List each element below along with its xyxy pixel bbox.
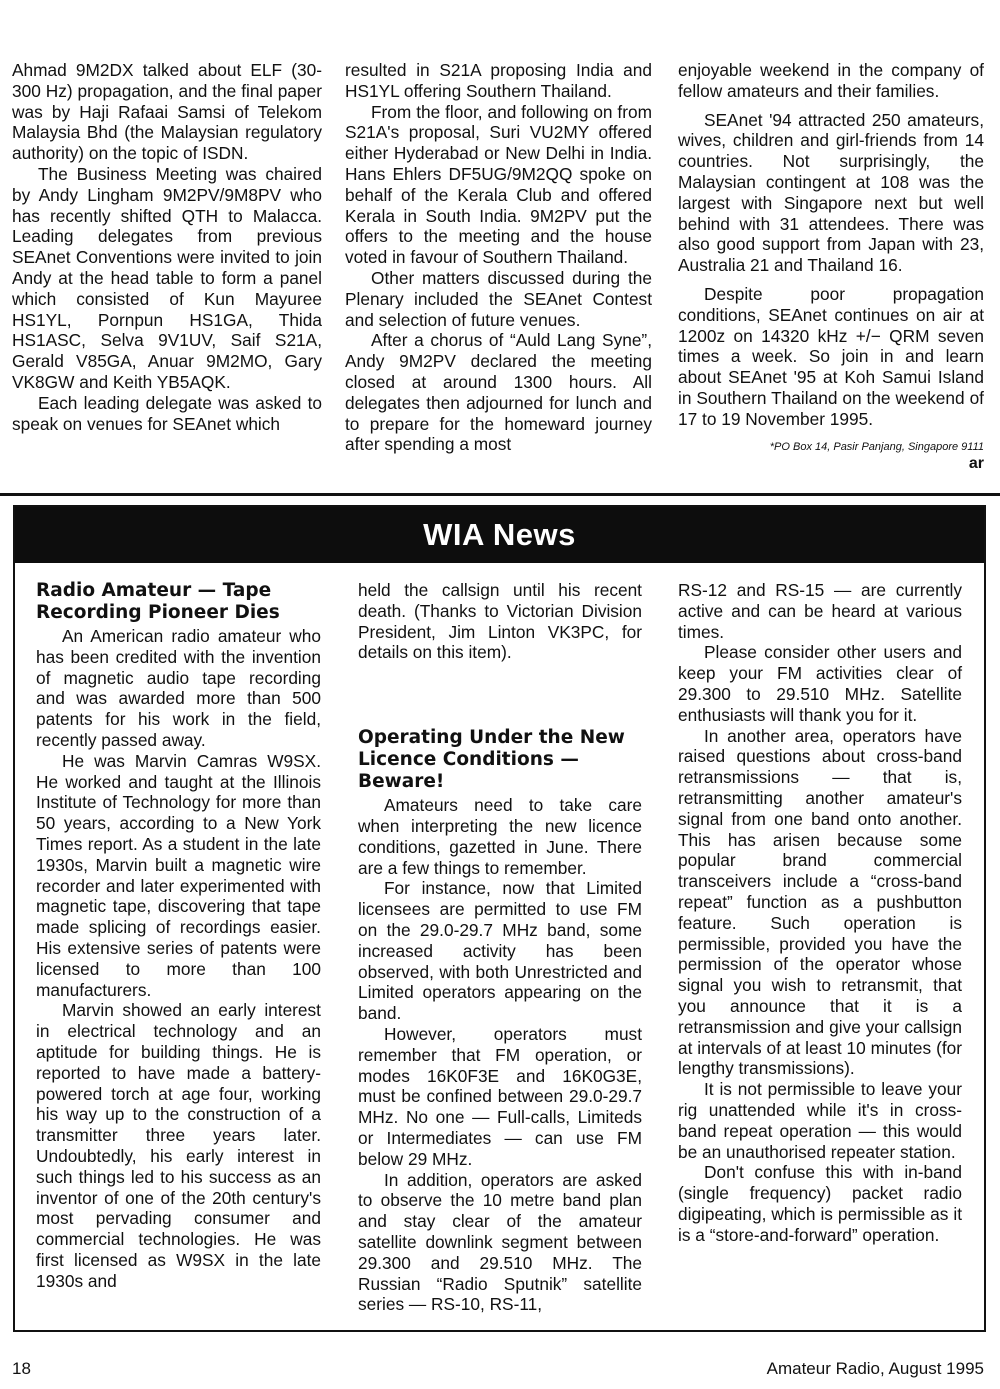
publication-footer: Amateur Radio, August 1995: [766, 1359, 984, 1378]
paragraph: Despite poor propagation conditions, SEAnet continues on air at 1200z on 14320 kHz +/− QRM seven times a week. So join in and learn about SEAnet '95 at Koh Samui Island in Southern Thailand on the weekend of 17 to 19 November 1995.: [678, 283, 984, 429]
paragraph: Don't confuse this with in-band (single frequency) packet radio digipeating, which is permissible as it is a “store-and-forward” operation.: [678, 1162, 962, 1245]
news-column-2: [358, 580, 642, 1315]
top-column-3: [678, 60, 984, 474]
page-number: 18: [12, 1359, 31, 1378]
paragraph: However, operators must remember that FM operation, or modes 16K0F3E and 16K0G3E, must be confined between 29.0-29.7 MHz. No one — Full-calls, Limiteds or Intermediates — can use FM below 29 MHz.: [358, 1023, 642, 1169]
paragraph: held the callsign until his recent death. (Thanks to Victorian Division President, Jim Linton VK3PC, for details on this item).: [358, 580, 642, 663]
paragraph: It is not permissible to leave your rig unattended while it's in cross-band repeat operation — this would be an unauthorised repeater station.: [678, 1079, 962, 1162]
section-divider: [0, 493, 1000, 496]
paragraph: resulted in S21A proposing India and HS1YL offering Southern Thailand.: [345, 60, 652, 101]
paragraph: Please consider other users and keep your FM activities clear of 29.300 to 29.510 MHz. Satellite enthusiasts will thank you for it.: [678, 642, 962, 725]
paragraph: RS-12 and RS-15 — are currently active and can be heard at various times.: [678, 580, 962, 642]
article-headline: Operating Under the New Licence Conditions — Beware!: [358, 727, 625, 793]
paragraph: He was Marvin Camras W9SX. He worked and taught at the Illinois Institute of Technology for more than 50 years, according to a New York Times report. As a student in the late 1930s, Marvin built a magnetic wire recorder and later experimented with magnetic tape, discovering that tape made splicing of recordings easier. His extensive series of patents were licensed to more than 100 manufacturers.: [36, 750, 321, 1000]
top-column-1: [12, 60, 322, 434]
news-banner: WIA News: [15, 507, 984, 563]
top-column-2: [345, 60, 652, 455]
news-column-3: [678, 580, 962, 1246]
paragraph: After a chorus of “Auld Lang Syne”, Andy 9M2PV declared the meeting closed at around 1300 hours. All delegates then adjourned for lunch and to prepare for the homeward journey after spending a most: [345, 330, 652, 455]
paragraph: From the floor, and following on from S21A's proposal, Suri VU2MY offered either Hyderabad or New Delhi in India. Hans Ehlers DF5UG/9M2QQ spoke on behalf of the Kerala Club and offered Kerala in South India. 9M2PV put the offers to the meeting and the house voted in favour of Southern Thailand.: [345, 101, 652, 268]
paragraph: In addition, operators are asked to observe the 10 metre band plan and stay clear of the amateur satellite downlink segment between 29.300 and 29.510 MHz. The Russian “Radio Sputnik” satellite series — RS-10, RS-11,: [358, 1169, 642, 1315]
paragraph: Ahmad 9M2DX talked about ELF (30-300 Hz) propagation, and the final paper was by Haji Rafaai Samsi of Telekom Malaysia Bhd (the Malaysian regulatory authority) on the topic of ISDN.: [12, 60, 322, 164]
paragraph: Amateurs need to take care when interpreting the new licence conditions, gazetted in June. There are a few things to remember.: [358, 795, 642, 878]
paragraph: SEAnet '94 attracted 250 amateurs, wives, children and girl-friends from 14 countries. Not surprisingly, the Malaysian contingent at 108 was the largest with Singapore next but well behind with 31 attendees. There was also good support from Japan with 23, Australia 21 and Thailand 16.: [678, 109, 984, 276]
paragraph: Each leading delegate was asked to speak on venues for SEAnet which: [12, 392, 322, 434]
paragraph: In another area, operators have raised questions about cross-band retransmissions — that is, retransmitting another amateur's signal from one band onto another. This has arisen because some popular brand commercial transceivers include a “cross-band repeat” function as a pushbutton feature. Such operation is permissible, provided you have the permission of the operator whose signal you wish to retransmit, that you announce that it is a retransmission and give your callsign at intervals of at least 10 minutes (for lengthy transmissions).: [678, 725, 962, 1079]
paragraph: enjoyable weekend in the company of fellow amateurs and their families.: [678, 60, 984, 101]
paragraph: For instance, now that Limited licensees are permitted to use FM on the 29.0-29.7 MHz band, some increased activity has been observed, with both Unrestricted and Limited operators appearing on the band.: [358, 878, 642, 1024]
article-headline: Radio Amateur — Tape Recording Pioneer Dies: [36, 580, 280, 623]
end-mark: ar: [968, 454, 984, 472]
paragraph: An American radio amateur who has been credited with the invention of magnetic audio tape recording and was awarded more than 500 patents for his work in the field, recently passed away.: [36, 626, 321, 750]
news-column-1: [36, 580, 321, 1292]
author-address: *PO Box 14, Pasir Panjang, Singapore 9111: [769, 440, 984, 453]
paragraph: The Business Meeting was chaired by Andy Lingham 9M2PV/9M8PV who has recently shifted QTH to Malacca. Leading delegates from previous SEAnet Conventions were invited to join Andy at the head table to form a panel which consisted of Kun Mayuree HS1YL, Pornpun HS1GA, Thida HS1ASC, Selva 9V1UV, Saif S21A, Gerald V85GA, Anuar 9M2MO, Gary VK8GW and Keith YB5AQK.: [12, 163, 322, 392]
paragraph: Other matters discussed during the Plenary included the SEAnet Contest and selection of future venues.: [345, 267, 652, 330]
paragraph: Marvin showed an early interest in electrical technology and an aptitude for building things. He is reported to have made a battery-powered torch at age four, working his way up to the construction of a transmitter three years later. Undoubtedly, his early interest in such things led to his success as an inventor of one of the 20th century's most pervading consumer and commercial technologies. He was first licensed as W9SX in the late 1930s and: [36, 1000, 321, 1291]
